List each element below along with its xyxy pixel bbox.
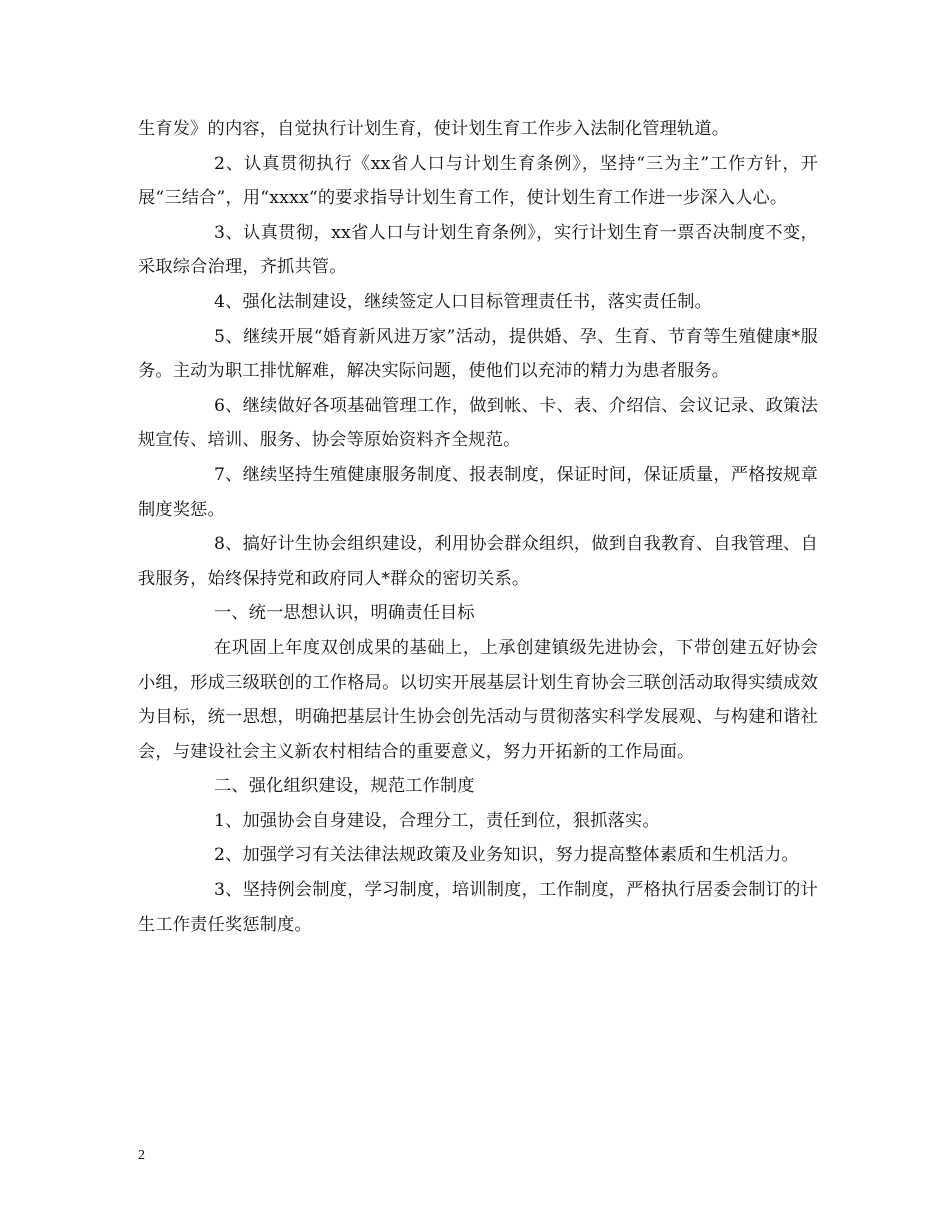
paragraph-item-4: 4、强化法制建设，继续签定人口目标管理责任书，落实责任制。 — [214, 291, 712, 312]
paragraph-item-8: 8、搞好计生协会组织建设，利用协会群众组织，做到自我教育、自我管理、自我服务，始终保持党和政府同人*群众的密切关系。 — [138, 534, 818, 589]
paragraph-section-1-body: 在巩固上年度双创成果的基础上，上承创建镇级先进协会，下带创建五好协会小组，形成三级联创的工作格局。以切实开展基层计划生育协会三联创活动取得实绩成效为目标，统一思想，明确把基层计生协会创先活动与贯彻落实科学发展观、与构建和谐社会，与建设社会主义新农村相结合的重要意义，努力开拓新的工作局面。 — [138, 637, 818, 762]
paragraph-section-2-item-3: 3、坚持例会制度，学习制度，培训制度，工作制度，严格执行居委会制订的计生工作责任奖惩制度。 — [138, 880, 818, 935]
document-body — [138, 112, 818, 942]
paragraph-item-3: 3、认真贯彻，xx省人口与计划生育条例》，实行计划生育一票否决制度不变，采取综合治理，齐抓共管。 — [138, 222, 818, 278]
page-number: 2 — [138, 1148, 145, 1163]
paragraph-section-2-item-1: 1、加强协会自身建设，合理分工，责任到位，狠抓落实。 — [214, 810, 660, 831]
paragraph-item-2: 2、认真贯彻执行《xx省人口与计划生育条例》，坚持“三为主”工作方针，开展“三结合”，用“xxxx“的要求指导计划生育工作，使计划生育工作进一步深入人心。 — [138, 153, 818, 209]
paragraph-item-7: 7、继续坚持生殖健康服务制度、报表制度，保证时间，保证质量，严格按规章制度奖惩。 — [138, 464, 818, 520]
paragraph-section-2-item-2: 2、加强学习有关法律法规政策及业务知识，努力提高整体素质和生机活力。 — [214, 845, 799, 866]
paragraph-item-6: 6、继续做好各项基础管理工作，做到帐、卡、表、介绍信、会议记录、政策法规宣传、培训、服务、协会等原始资料齐全规范。 — [138, 395, 818, 451]
paragraph-item-5: 5、继续开展“婚育新风进万家”活动，提供婚、孕、生育、节育等生殖健康*服务。主动为职工排忧解难，解决实际问题，使他们以充沛的精力为患者服务。 — [138, 326, 818, 382]
section-heading-2: 二、强化组织建设，规范工作制度 — [214, 776, 475, 797]
section-heading-1: 一、统一思想认识，明确责任目标 — [214, 603, 475, 624]
paragraph-continued: 生育发》的内容，自觉执行计划生育，使计划生育工作步入法制化管理轨道。 — [138, 119, 730, 139]
